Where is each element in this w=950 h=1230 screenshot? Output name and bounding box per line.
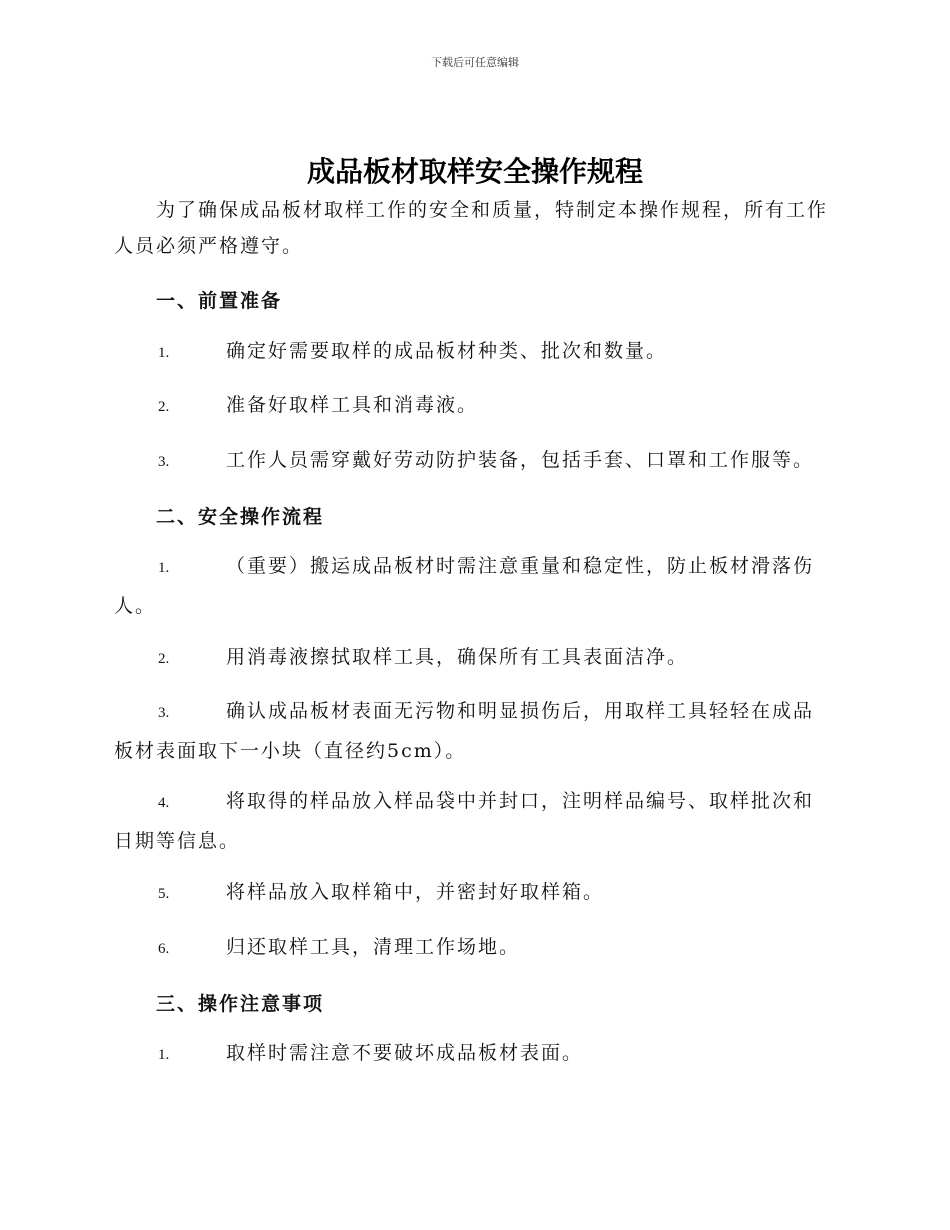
list-item <box>114 332 834 372</box>
list-item-text: 确认成品板材表面无污物和明显损伤后，用取样工具轻轻在成品板材表面取下一小块（直径约5cm）。 <box>114 700 815 762</box>
page-header-note: 下载后可任意编辑 <box>431 56 519 69</box>
list-item-text: 将样品放入取样箱中，并密封好取样箱。 <box>226 881 605 903</box>
list-item-number: 3. <box>158 705 170 721</box>
list-item-number: 5. <box>158 886 170 902</box>
list-item-text: 用消毒液擦拭取样工具，确保所有工具表面洁净。 <box>226 646 689 668</box>
list-item-text: 取样时需注意不要破坏成品板材表面。 <box>226 1042 584 1064</box>
list-item <box>114 386 834 426</box>
list-item-number: 1. <box>158 1047 170 1063</box>
list-item <box>114 873 834 913</box>
list-item <box>114 928 834 968</box>
list-item-number: 3. <box>158 454 170 470</box>
list-item <box>114 782 834 860</box>
list-item-number: 2. <box>158 399 170 415</box>
list-item-text: 将取得的样品放入样品袋中并封口，注明样品编号、取样批次和日期等信息。 <box>114 790 815 852</box>
section-heading-precautions: 三、操作注意事项 <box>156 993 325 1015</box>
list-item-text: 工作人员需穿戴好劳动防护装备，包括手套、口罩和工作服等。 <box>226 449 815 471</box>
list-item-text: （重要）搬运成品板材时需注意重量和稳定性，防止板材滑落伤人。 <box>114 555 815 617</box>
list-item <box>114 638 834 678</box>
list-item <box>114 441 834 481</box>
list-item-text: 确定好需要取样的成品板材种类、批次和数量。 <box>226 340 668 362</box>
list-item-number: 6. <box>158 941 170 957</box>
section-heading-safe-operation: 二、安全操作流程 <box>156 506 325 528</box>
list-item <box>114 547 834 625</box>
list-item-text: 归还取样工具，清理工作场地。 <box>226 936 521 958</box>
list-item <box>114 1034 834 1074</box>
intro-paragraph: 为了确保成品板材取样工作的安全和质量，特制定本操作规程，所有工作人员必须严格遵守。 <box>114 199 829 257</box>
document-title: 成品板材取样安全操作规程 <box>306 155 643 188</box>
list-item-number: 2. <box>158 651 170 667</box>
section-heading-preparation: 一、前置准备 <box>156 290 283 312</box>
list-item-number: 1. <box>158 560 170 576</box>
list-item-number: 1. <box>158 345 170 361</box>
list-item-number: 4. <box>158 795 170 811</box>
list-item-text: 准备好取样工具和消毒液。 <box>226 394 479 416</box>
list-item <box>114 692 834 770</box>
